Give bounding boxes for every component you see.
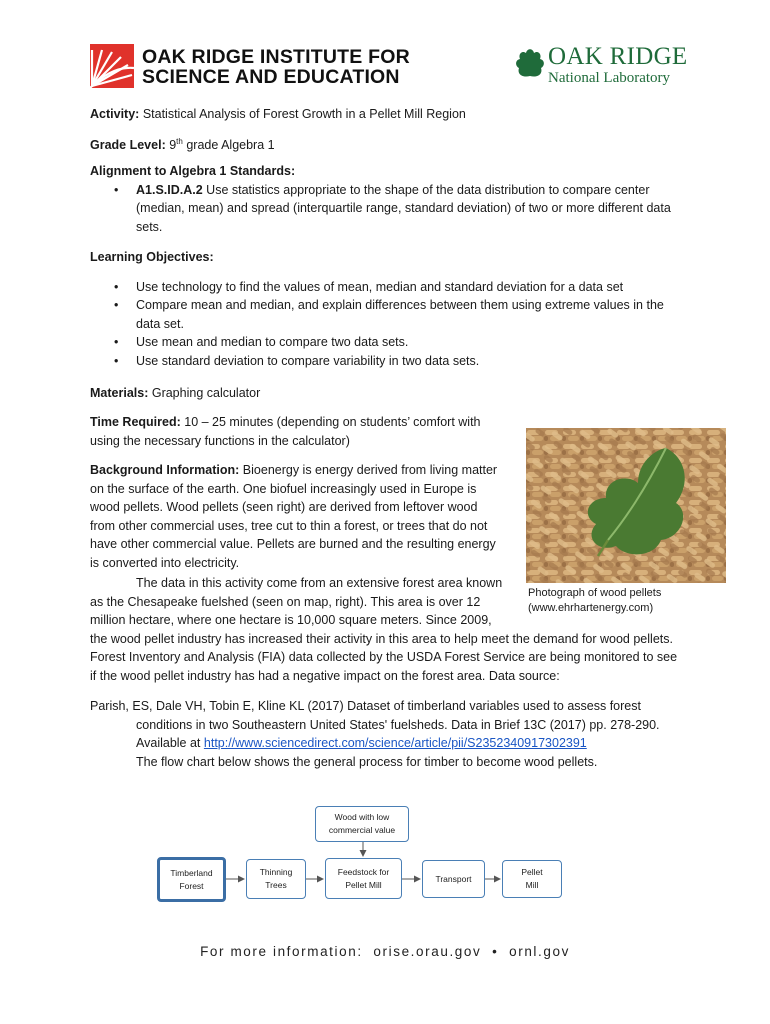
grade-text: grade Algebra 1 <box>186 138 275 153</box>
standard-text: Use statistics appropriate to the shape of the data distribution to compare center (median, mean) and spread (interquartile range, standard deviation) of two or more different data sets. <box>136 182 671 234</box>
orise-sunburst-icon <box>90 44 134 88</box>
activity-text: Statistical Analysis of Forest Growth in a Pellet Mill Region <box>142 107 466 121</box>
flow-box-timberland-forest <box>157 857 226 902</box>
list-item <box>90 333 680 352</box>
flow-box-line: Transport <box>435 873 472 884</box>
background-p2-text: The data in this activity come from an extensive forest area known as the Chesapeake fuelshed (seen on map, right). This area is over 12 million hectare, where one hectare is 10,000 square meters. Since 2009, the wood pellet industry has increased their activity in this area to help meet the demand for wood pellets. Forest Inventory and Analysis (FIA) data collected by the USDA Forest Service are being monitored to see if the wood pellet industry has had a negative impact on the forest area. Data source: <box>90 576 678 683</box>
flow-intro: The flow chart below shows the general process for timber to become wood pellets. <box>136 754 598 769</box>
time-line <box>90 413 500 450</box>
flow-box-line: Pellet Mill <box>345 879 382 890</box>
activity-label: Activity: <box>90 107 140 121</box>
footer-separator-icon: • <box>492 944 499 959</box>
materials-label: Materials: <box>90 386 149 400</box>
oak-leaf-icon <box>512 46 548 86</box>
flow-box-line: Feedstock for <box>337 866 390 877</box>
footer-link-ornl[interactable]: ornl.gov <box>509 944 570 959</box>
list-item <box>90 296 680 333</box>
bullet-icon: • <box>114 182 119 197</box>
photo-caption-line2: (www.ehrhartenergy.com) <box>528 602 654 614</box>
orise-line2: SCIENCE AND EDUCATION <box>142 66 400 88</box>
objective-text: Use standard deviation to compare variability in two data sets. <box>136 353 480 368</box>
background-p2 <box>90 574 680 685</box>
wood-pellets-photo <box>526 428 726 583</box>
objectives-section <box>90 248 680 370</box>
materials-text: Graphing calculator <box>151 386 261 400</box>
photo-caption-line1: Photograph of wood pellets <box>528 587 662 599</box>
objective-text: Use mean and median to compare two data sets. <box>136 335 409 349</box>
float-spacer <box>510 574 680 612</box>
objectives-list <box>90 278 680 371</box>
flow-box-line: Timberland <box>170 867 213 878</box>
grade-line <box>90 133 680 155</box>
standard-code: A1.S.ID.A.2 <box>136 182 203 197</box>
citation-link[interactable]: http://www.sciencedirect.com/science/article/pii/S2352340917302391 <box>203 736 587 750</box>
flow-box-line: commercial value <box>328 825 396 835</box>
list-item <box>90 352 680 371</box>
flow-box-line: Forest <box>179 880 204 891</box>
flow-box-line: Mill <box>525 880 539 890</box>
bullet-icon: • <box>114 298 119 312</box>
background-label: Background Information: <box>90 463 240 477</box>
flow-box-feedstock <box>325 858 402 899</box>
alignment-heading: Alignment to Algebra 1 Standards: <box>90 164 296 178</box>
objectives-heading: Learning Objectives: <box>90 250 214 264</box>
flow-box-pellet-mill <box>502 860 562 898</box>
flow-box-thinning-trees <box>246 859 306 899</box>
materials-line <box>90 384 680 403</box>
grade-label: Grade Level: <box>90 138 166 153</box>
background-p1 <box>90 461 504 572</box>
bullet-icon: • <box>114 279 119 294</box>
footer-link-orise[interactable]: orise.orau.gov <box>373 944 482 959</box>
ornl-logo <box>512 44 692 90</box>
citation-text: Parish, ES, Dale VH, Tobin E, Kline KL (2017) Dataset of timberland variables used to assess forest conditions in two Southeastern United States' fuelsheds. Data in Brief 13C (2017) pp. 278-290. Available at <box>90 699 660 750</box>
footer <box>0 943 770 962</box>
list-item <box>90 278 680 297</box>
flow-box-line: Wood with low <box>334 812 390 822</box>
time-text: 10 – 25 minutes (depending on students’ comfort with using the necessary functions in the calculator) <box>90 415 481 448</box>
footer-prefix: For more information: <box>200 944 363 959</box>
objective-text: Use technology to find the values of mean, median and standard deviation for a data set <box>136 279 624 294</box>
flow-box-line: Thinning <box>259 867 293 877</box>
ornl-subtitle: National Laboratory <box>548 70 671 86</box>
alignment-list <box>90 181 680 237</box>
flow-box-wood-low-value <box>315 806 409 842</box>
time-label: Time Required: <box>90 415 181 429</box>
ornl-name: OAK RIDGE <box>548 43 688 70</box>
activity-line <box>90 105 680 124</box>
list-item <box>90 181 680 237</box>
orise-line1: OAK RIDGE INSTITUTE FOR <box>142 46 410 68</box>
grade-sup: th <box>176 137 183 146</box>
grade-num: 9 <box>169 138 177 153</box>
bullet-icon: • <box>114 335 119 349</box>
flow-box-line: Trees <box>265 880 287 890</box>
objective-text: Compare mean and median, and explain differences between them using extreme values in the data set. <box>136 298 664 331</box>
orise-wordmark <box>142 47 410 87</box>
alignment-section <box>90 162 680 236</box>
citation <box>90 697 680 771</box>
bullet-icon: • <box>114 353 119 368</box>
flow-box-line: Pellet <box>521 867 543 877</box>
background-text: Bioenergy is energy derived from living matter on the surface of the earth. One biofuel increasingly used in Europe is wood pellets. Wood pellets (seen right) are derived from leftover wood from other commercial uses, tree cut to thin a forest, or trees that do not have other commercial value. Pellets are burned and the resulting energy is converted into electricity. <box>90 463 498 570</box>
orise-logo <box>90 44 420 90</box>
flow-box-transport <box>422 860 485 898</box>
